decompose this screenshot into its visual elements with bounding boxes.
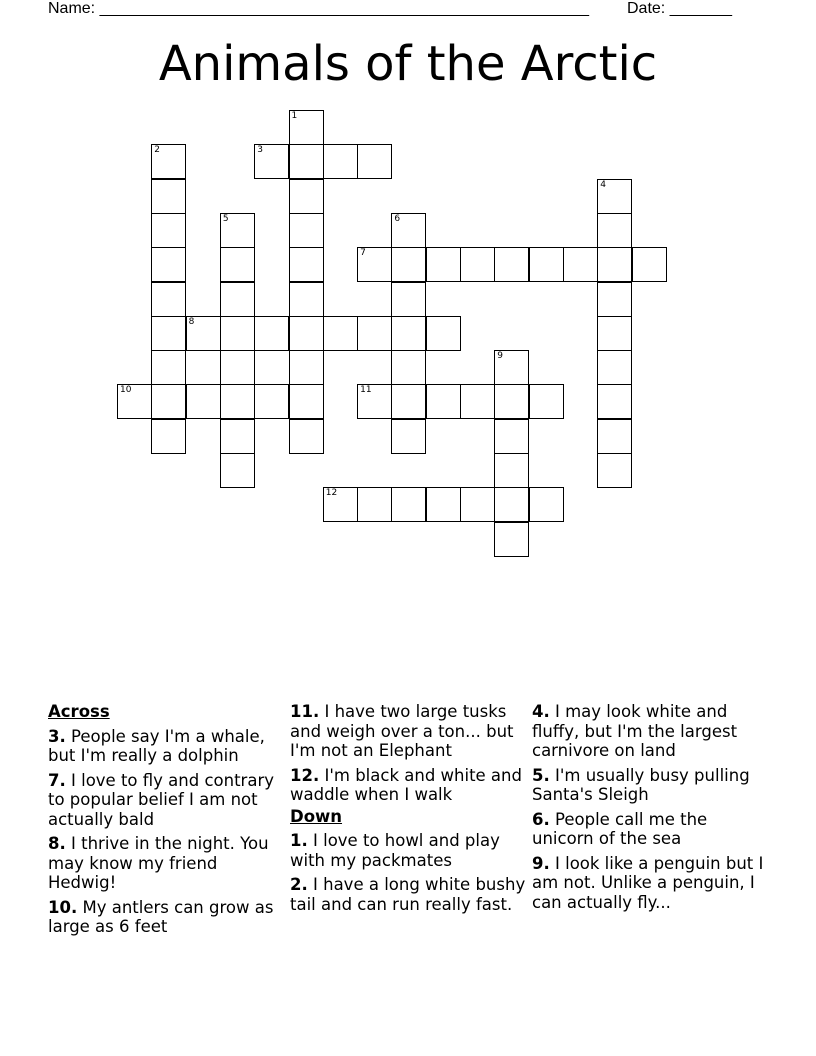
clue-text: I thrive in the night. You may know my friend Hedwig! <box>48 834 269 892</box>
clue-number: 12. <box>290 765 320 785</box>
crossword-cell[interactable] <box>151 316 186 351</box>
crossword-cell[interactable] <box>494 384 529 419</box>
crossword-cell[interactable] <box>391 213 426 248</box>
clue-number: 11. <box>290 702 320 721</box>
crossword-cell[interactable] <box>220 384 255 419</box>
crossword-cell[interactable] <box>391 384 426 419</box>
crossword-cell[interactable] <box>220 419 255 454</box>
clue-text: I'm usually busy pulling Santa's Sleigh <box>532 765 750 804</box>
clue-text: I'm black and white and waddle when I walk <box>290 765 522 804</box>
crossword-cell[interactable] <box>597 350 632 385</box>
crossword-cell[interactable] <box>494 350 529 385</box>
crossword-cell[interactable] <box>597 384 632 419</box>
crossword-cell[interactable] <box>151 282 186 317</box>
clue-number-label: 12 <box>325 488 338 499</box>
crossword-cell[interactable] <box>391 350 426 385</box>
clue-number-label: 3 <box>257 145 263 156</box>
clue-text: I love to howl and play with my packmates <box>290 831 500 870</box>
crossword-cell[interactable] <box>289 213 324 248</box>
crossword-cell[interactable] <box>529 487 564 522</box>
clue-column-2 <box>290 702 526 919</box>
crossword-cell[interactable] <box>220 350 255 385</box>
crossword-cell[interactable] <box>494 522 529 557</box>
crossword-cell[interactable] <box>254 316 289 351</box>
crossword-cell[interactable] <box>289 384 324 419</box>
crossword-cell[interactable] <box>494 487 529 522</box>
crossword-cell[interactable] <box>632 247 667 282</box>
clue-text: I may look white and fluffy, but I'm the largest carnivore on land <box>532 702 738 760</box>
crossword-cell[interactable] <box>426 487 461 522</box>
clue-text: People call me the unicorn of the sea <box>532 809 708 848</box>
down-heading: Down <box>290 806 343 826</box>
clue-number: 4. <box>532 702 550 721</box>
clue-text: My antlers can grow as large as 6 feet <box>48 897 274 936</box>
clue-number: 10. <box>48 897 78 917</box>
crossword-cell[interactable] <box>357 316 392 351</box>
crossword-cell[interactable] <box>597 419 632 454</box>
crossword-cell[interactable] <box>220 247 255 282</box>
crossword-cell[interactable] <box>563 247 598 282</box>
crossword-cell[interactable] <box>460 247 495 282</box>
crossword-cell[interactable] <box>220 282 255 317</box>
clue-text: I love to fly and contrary to popular belief I am not actually bald <box>48 770 274 829</box>
crossword-cell[interactable] <box>151 419 186 454</box>
crossword-cell[interactable] <box>323 487 358 522</box>
crossword-cell[interactable] <box>597 213 632 248</box>
clue-number-label: 2 <box>154 145 161 156</box>
clue-number: 6. <box>532 809 550 829</box>
clue-number-label: 5 <box>222 213 229 224</box>
clue-column-3 <box>532 702 768 917</box>
clue-number-label: 9 <box>497 351 504 362</box>
clue-number-label: 6 <box>394 213 401 224</box>
crossword-cell[interactable] <box>151 247 186 282</box>
clue-across-12 <box>290 766 526 805</box>
clue-across-11 <box>290 702 526 761</box>
clue-number: 5. <box>532 765 550 785</box>
clue-text: I have two large tusks and weigh over a ton... but I'm not an Elephant <box>290 702 514 760</box>
crossword-cell[interactable] <box>289 282 324 317</box>
crossword-cell[interactable] <box>323 144 358 179</box>
crossword-cell[interactable] <box>597 316 632 351</box>
clue-down-9 <box>532 854 768 913</box>
clue-number-label: 1 <box>291 111 298 121</box>
clue-number: 9. <box>532 853 550 873</box>
crossword-cell[interactable] <box>289 144 324 179</box>
crossword-cell[interactable] <box>391 247 426 282</box>
clue-number: 7. <box>48 770 66 790</box>
clue-down-1 <box>290 831 526 870</box>
crossword-cell[interactable] <box>186 316 221 351</box>
crossword-cell[interactable] <box>289 247 324 282</box>
clue-across-10 <box>48 898 284 937</box>
crossword-cell[interactable] <box>494 419 529 454</box>
crossword-cell[interactable] <box>391 487 426 522</box>
clue-down-2 <box>290 875 526 914</box>
crossword-cell[interactable] <box>597 453 632 488</box>
crossword-cell[interactable] <box>151 144 186 179</box>
crossword-cell[interactable] <box>597 247 632 282</box>
crossword-cell[interactable] <box>117 384 152 419</box>
clue-number: 8. <box>48 834 66 853</box>
clue-text: People say I'm a whale, but I'm really a dolphin <box>48 726 265 765</box>
crossword-cell[interactable] <box>151 179 186 214</box>
crossword-cell[interactable] <box>289 419 324 454</box>
clue-text: I look like a penguin but I am not. Unlike a penguin, I can actually fly... <box>532 853 764 912</box>
crossword-cell[interactable] <box>597 179 632 214</box>
name-field[interactable]: Name: _______________________________________________________ <box>48 0 589 17</box>
crossword-cell[interactable] <box>357 487 392 522</box>
crossword-cell[interactable] <box>357 247 392 282</box>
crossword-cell[interactable] <box>289 350 324 385</box>
clue-number-label: 7 <box>360 248 366 259</box>
clue-column-1 <box>48 702 284 942</box>
crossword-cell[interactable] <box>186 384 221 419</box>
crossword-cell[interactable] <box>426 247 461 282</box>
clue-text: I have a long white bushy tail and can run really fast. <box>290 875 526 914</box>
clue-number-label: 4 <box>600 179 606 190</box>
crossword-cell[interactable] <box>460 487 495 522</box>
crossword-cell[interactable] <box>494 453 529 488</box>
crossword-cell[interactable] <box>597 282 632 317</box>
crossword-cell[interactable] <box>254 384 289 419</box>
clue-down-6 <box>532 810 768 849</box>
crossword-cell[interactable] <box>323 316 358 351</box>
crossword-cell[interactable] <box>220 316 255 351</box>
clue-number: 1. <box>290 831 308 850</box>
page-title: Animals of the Arctic <box>158 36 658 92</box>
crossword-cell[interactable] <box>357 384 392 419</box>
crossword-cell[interactable] <box>254 144 289 179</box>
crossword-cell[interactable] <box>151 213 186 248</box>
clue-number: 2. <box>290 875 308 894</box>
clue-number-label: 10 <box>120 385 132 396</box>
crossword-cell[interactable] <box>494 247 529 282</box>
crossword-cell[interactable] <box>426 384 461 419</box>
crossword-cell[interactable] <box>391 419 426 454</box>
clue-down-4 <box>532 702 768 761</box>
crossword-cell[interactable] <box>151 350 186 385</box>
crossword-cell[interactable] <box>289 316 324 351</box>
crossword-cell[interactable] <box>391 282 426 317</box>
crossword-cell[interactable] <box>289 110 324 145</box>
crossword-cell[interactable] <box>357 144 392 179</box>
clue-across-7 <box>48 771 284 830</box>
clue-across-8 <box>48 834 284 893</box>
crossword-cell[interactable] <box>289 179 324 214</box>
crossword-cell[interactable] <box>529 247 564 282</box>
crossword-cell[interactable] <box>529 384 564 419</box>
clue-across-3 <box>48 727 284 766</box>
clue-number-label: 8 <box>188 316 195 327</box>
crossword-cell[interactable] <box>460 384 495 419</box>
crossword-cell[interactable] <box>426 316 461 351</box>
crossword-cell[interactable] <box>220 213 255 248</box>
clue-number-label: 11 <box>360 385 372 396</box>
across-heading: Across <box>48 702 110 721</box>
date-field[interactable]: Date: _______ <box>627 0 732 17</box>
clue-down-5 <box>532 766 768 805</box>
crossword-cell[interactable] <box>391 316 426 351</box>
crossword-cell[interactable] <box>220 453 255 488</box>
crossword-cell[interactable] <box>151 384 186 419</box>
clue-number: 3. <box>48 726 66 746</box>
